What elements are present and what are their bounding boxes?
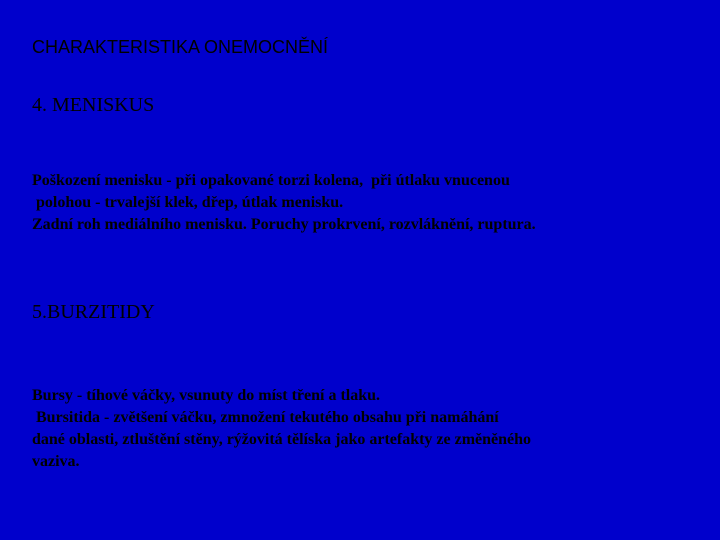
paragraph-line: dané oblasti, ztluštění stěny, rýžovitá tělíska jako artefakty ze změněného — [32, 431, 532, 448]
section-heading-burzitidy: 5.BURZITIDY — [32, 301, 155, 323]
slide-title: CHARAKTERISTIKA ONEMOCNĚNÍ — [32, 37, 329, 57]
section-paragraph-burzitidy — [32, 385, 692, 473]
paragraph-line: Bursy - tíhové váčky, vsunuty do míst tření a tlaku. — [32, 387, 381, 404]
paragraph-line: polohou - trvalejší klek, dřep, útlak menisku. — [32, 194, 344, 211]
section-heading-meniskus: 4. MENISKUS — [32, 94, 155, 116]
paragraph-line: vaziva. — [32, 453, 80, 470]
paragraph-line: Bursitida - zvětšení váčku, zmnožení tekutého obsahu při namáhání — [32, 409, 499, 426]
paragraph-line: Poškození menisku - při opakované torzi kolena, při útlaku vnucenou — [32, 172, 510, 189]
paragraph-line: Zadní roh mediálního menisku. Poruchy prokrvení, rozvláknění, ruptura. — [32, 216, 536, 233]
section-paragraph-meniskus — [32, 170, 692, 236]
